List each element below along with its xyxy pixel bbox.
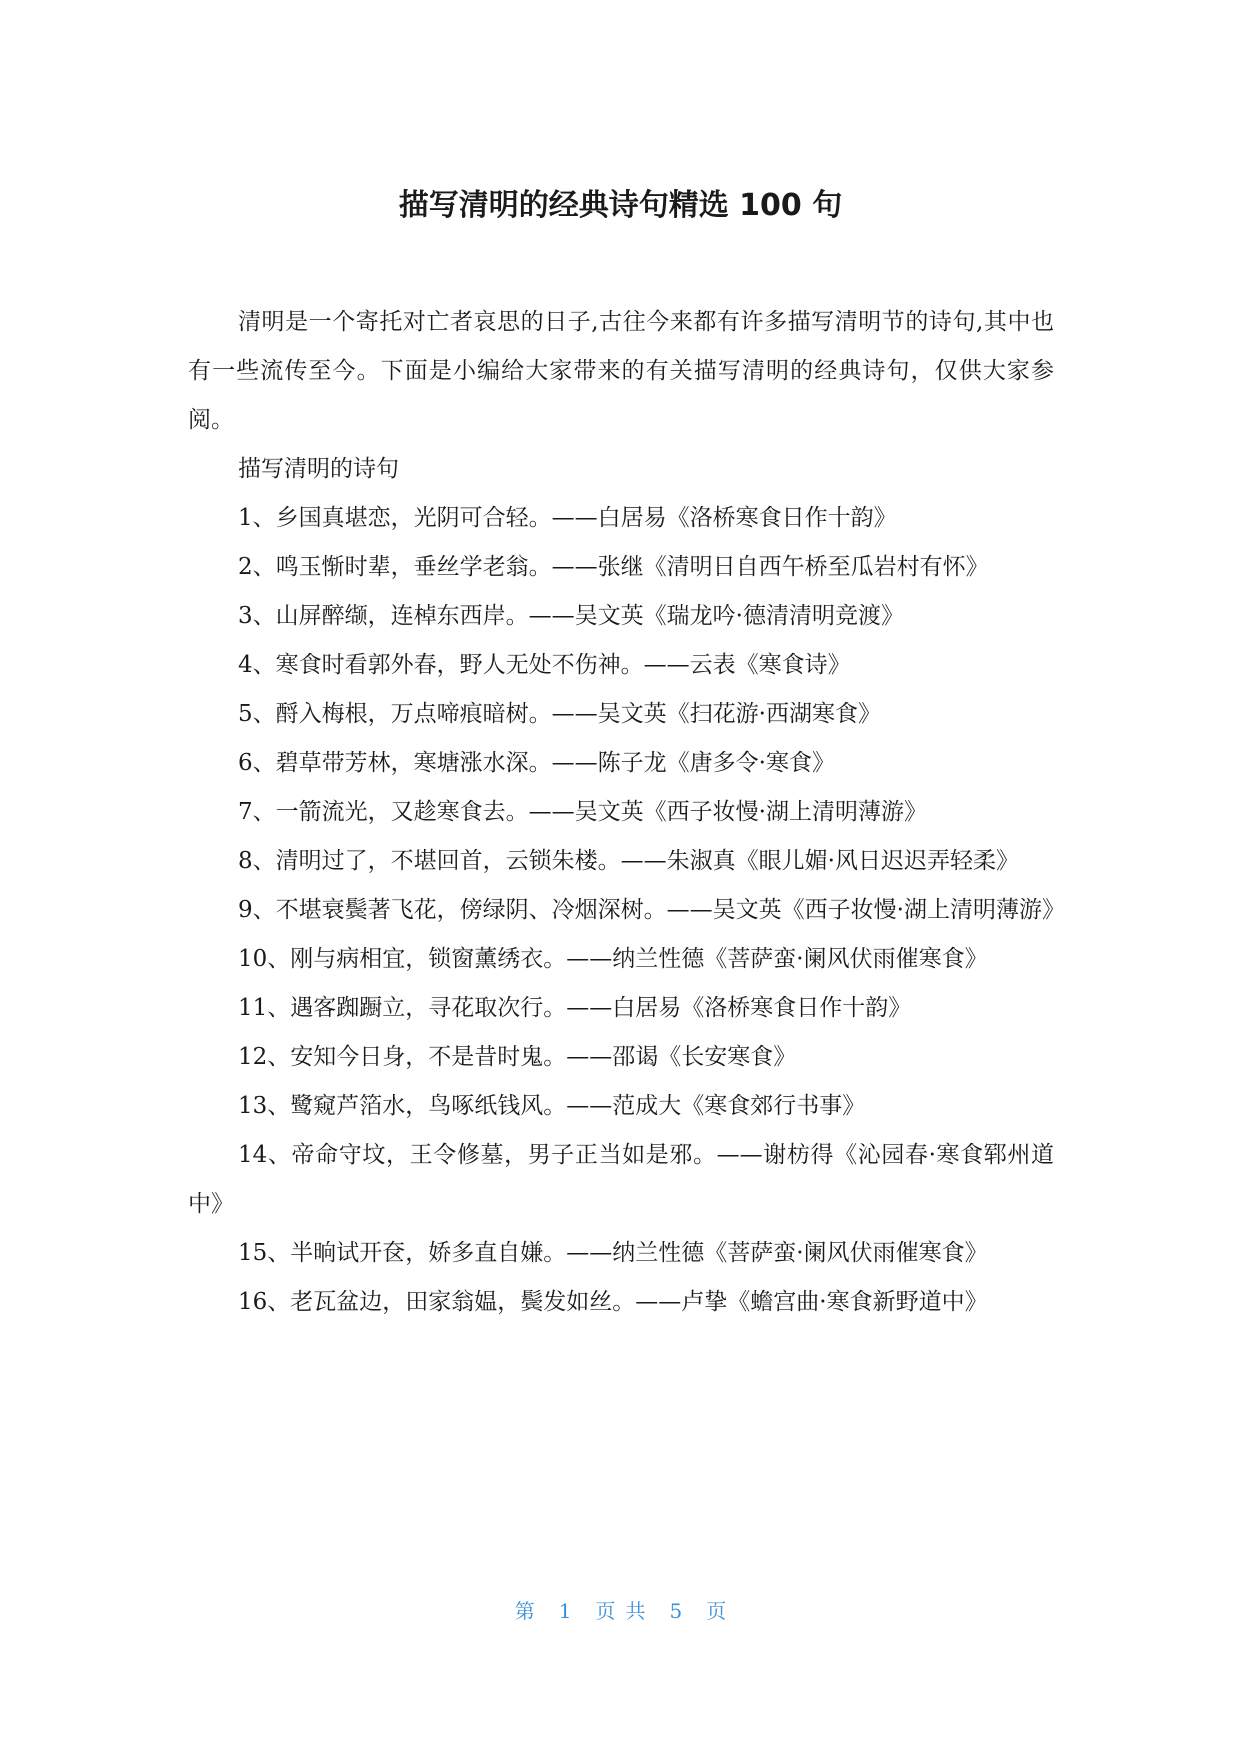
document-title: 描写清明的经典诗句精选 100 句 — [398, 188, 843, 223]
poem-line-13: 13、鹭窥芦箔水，鸟啄纸钱风。——范成大《寒食郊行书事》 — [238, 1093, 866, 1119]
total-label-suffix: 页 — [706, 1599, 727, 1623]
page-label-suffix: 页 — [595, 1599, 616, 1623]
poem-line-10: 10、刚与病相宜，锁窗薰绣衣。——纳兰性德《菩萨蛮·阑风伏雨催寒食》 — [238, 946, 988, 972]
poem-line-3: 3、山屏醉缬，连棹东西岸。——吴文英《瑞龙吟·德清清明竞渡》 — [238, 603, 904, 629]
total-label: 共 — [625, 1599, 646, 1623]
poem-line-11: 11、遇客踟蹰立，寻花取次行。——白居易《洛桥寒食日作十韵》 — [238, 995, 912, 1021]
poem-line-14: 14、帝命守坟，王令修墓，男子正当如是邪。——谢枋得《沁园春·寒食郓州道中》 — [188, 1142, 1054, 1217]
poem-line-4: 4、寒食时看郭外春，野人无处不伤神。——云表《寒食诗》 — [238, 652, 851, 678]
poem-line-8: 8、清明过了，不堪回首，云锁朱楼。——朱淑真《眼儿媚·风日迟迟弄轻柔》 — [238, 848, 1019, 874]
intro-paragraph: 清明是一个寄托对亡者哀思的日子,古往今来都有许多描写清明节的诗句,其中也有一些流传至今。下面是小编给大家带来的有关描写清明的经典诗句，仅供大家参阅。 — [188, 309, 1054, 433]
current-page-number: 1 — [558, 1599, 572, 1623]
poem-line-12: 12、安知今日身，不是昔时鬼。——邵谒《长安寒食》 — [238, 1044, 797, 1070]
poem-line-2: 2、鸣玉惭时辈，垂丝学老翁。——张继《清明日自西午桥至瓜岩村有怀》 — [238, 554, 989, 580]
poem-line-15: 15、半晌试开奁，娇多直自嫌。——纳兰性德《菩萨蛮·阑风伏雨催寒食》 — [238, 1240, 988, 1266]
total-page-number: 5 — [669, 1599, 683, 1623]
page-footer — [0, 1595, 1241, 1624]
poem-line-16: 16、老瓦盆边，田家翁媪，鬓发如丝。——卢挚《蟾宫曲·寒食新野道中》 — [238, 1289, 988, 1315]
poem-line-1: 1、乡国真堪恋，光阴可合轻。——白居易《洛桥寒食日作十韵》 — [238, 505, 897, 531]
poem-line-7: 7、一箭流光，又趁寒食去。——吴文英《西子妆慢·湖上清明薄游》 — [238, 799, 927, 825]
poem-line-6: 6、碧草带芳林，寒塘涨水深。——陈子龙《唐多令·寒食》 — [238, 750, 835, 776]
page-label-prefix: 第 — [514, 1599, 535, 1623]
document-body — [188, 298, 1065, 1327]
section-heading: 描写清明的诗句 — [238, 456, 399, 482]
poem-line-9: 9、不堪衰鬓著飞花，傍绿阴、冷烟深树。——吴文英《西子妆慢·湖上清明薄游》 — [238, 897, 1065, 923]
poem-line-5: 5、酹入梅根，万点啼痕暗树。——吴文英《扫花游·西湖寒食》 — [238, 701, 881, 727]
